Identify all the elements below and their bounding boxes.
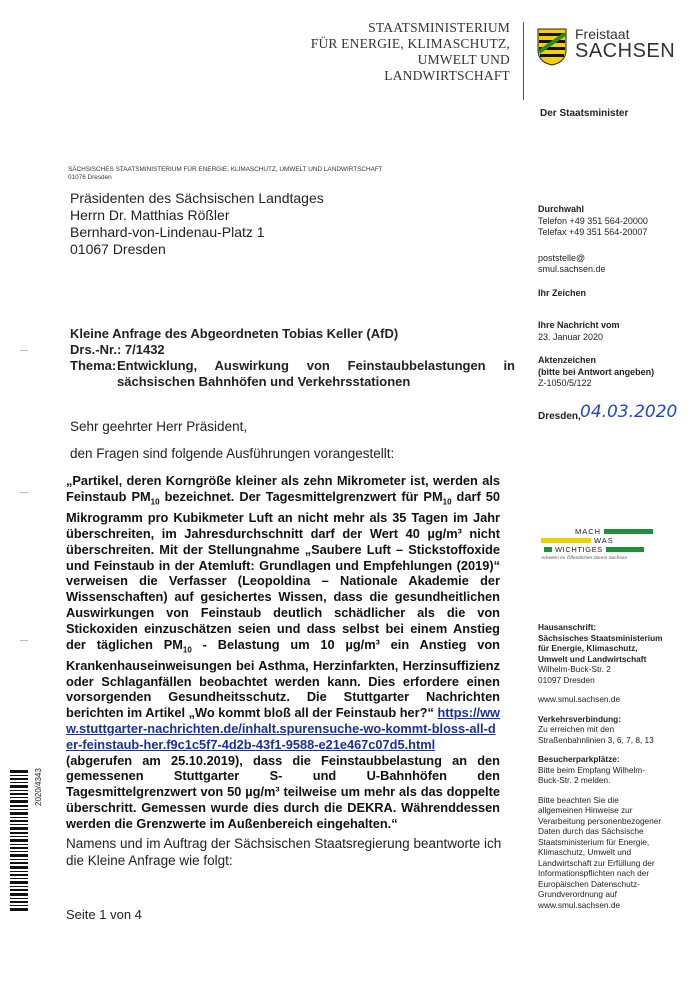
drs-number: Drs.-Nr.: 7/1432 xyxy=(70,342,165,357)
barcode-number: 2020/4343 xyxy=(34,768,43,806)
recipient-line: Präsidenten des Sächsischen Landtages xyxy=(70,190,324,206)
quote-text: - Belastung um 10 µg/m³ ein Anstieg von Krankenhauseinweisungen bei Asthma, Herzinfarkten, Herzinsuffizienz oder Schlaganfällen beobachtet werden kann. Dies erfordere einen vorsorgenden Gesundheitsschutz. Die Stuttgarter Nachrichten berichten im Artikel „Wo kommt bloß all der Feinstaub her?“ xyxy=(66,636,500,721)
mach-small-bar xyxy=(544,547,552,552)
intro-text: den Fragen sind folgende Ausführungen vorangestellt: xyxy=(70,446,395,461)
sachsen-label: SACHSEN xyxy=(575,40,676,62)
contact-block xyxy=(538,204,648,276)
quote-text: darf 50 Mikrogramm pro Kubikmeter Luft an nicht mehr als 35 Tagen im Jahr überschreiten, im Jahresdurchschnitt darf der Wert 40 µg/m³ nicht überschreiten. Mit der Stellungnahme „Saubere Luft – Stickstoffoxide und Feinstaub in der Atemluft: Grundlagen und Empfehlungen (2019)“ verweisen die Verfasser (Leopoldina – Nationale Akademie der Wissenschaften) auf gesichertes Wissen, dass die gesundheitlichen Auswirkungen von Feinstaub deutlich schädlicher als die von Stickoxiden einzuschätzen seien und dass selbst bei einem Anstieg der täglichen PM xyxy=(66,488,501,652)
article-link[interactable]: https://www.stuttgarter-nachrichten.de/inhalt.spurensuche-wo-kommt-bloss-all-der-feinstaub-her.f9c1c5f7-4d2b-43f1-9588-e21e467c07d5.html xyxy=(66,705,500,752)
coat-of-arms-icon xyxy=(537,28,567,66)
ihre-nachricht-value: 23. Januar 2020 xyxy=(538,331,604,342)
subscript: 10 xyxy=(182,645,192,655)
quote-text: (abgerufen am 25.10.2019), dass die Feinstaubbelastung an den gemessenen Stuttgarter S- und U-Bahnhöfen den Tagesmittelgrenzwert von 50 µg/m³ teilweise um mehr als das doppelte überschritt. Gemessen wurde dies durch die DEKRA. Währenddessen werden die Grenzwerte im Außenbereich eingehalten.“ xyxy=(66,752,500,831)
closing-text: Namens und im Auftrag der Sächsischen Staatsregierung beantworte ich die Kleine Anfrage wie folgt: xyxy=(66,836,502,868)
quote-text: bezeichnet. Der Tagesmittelgrenzwert für PM xyxy=(159,488,443,504)
verkehr-label: Verkehrsverbindung: xyxy=(538,713,621,724)
mach-word: MACH xyxy=(575,527,602,536)
privacy-line: Informationspflichten nach der xyxy=(538,868,650,878)
privacy-line: Klimaschutz, Umwelt und xyxy=(538,847,632,857)
mach-yellow-bar xyxy=(541,538,591,543)
verkehr-line: Straßenbahnlinien 3, 6, 7, 8, 13 xyxy=(538,734,654,745)
privacy-line: Europäischen Datenschutz- xyxy=(538,878,640,889)
verkehr-line: Zu erreichen mit den xyxy=(538,724,615,734)
hausanschrift-block xyxy=(538,622,663,910)
telefax: Telefax +49 351 564-20007 xyxy=(538,227,648,237)
address-line: Umwelt und Landwirtschaft xyxy=(538,653,647,664)
fold-mark xyxy=(20,350,28,351)
page-number: Seite 1 von 4 xyxy=(66,907,142,922)
header-divider xyxy=(523,22,524,100)
parking-label: Besucherparkplätze: xyxy=(538,754,620,764)
durchwahl-label: Durchwahl xyxy=(538,204,585,214)
privacy-line: www.smul.sachsen.de xyxy=(538,899,621,910)
minister-title: Der Staatsminister xyxy=(540,108,629,119)
barcode xyxy=(10,770,28,912)
ministry-line: STAATSMINISTERIUM xyxy=(368,20,510,35)
sender-name: SÄCHSISCHES STAATSMINISTERIUM FÜR ENERGIE, KLIMASCHUTZ, UMWELT UND LANDWIRTSCHAFT xyxy=(68,166,383,173)
privacy-line: Staatsministerium für Energie, xyxy=(538,836,650,847)
mach-green-bar xyxy=(606,547,644,552)
aktenzeichen-label: (bitte bei Antwort angeben) xyxy=(538,366,655,377)
subscript: 10 xyxy=(442,497,452,507)
website-link[interactable]: www.smul.sachsen.de xyxy=(538,694,621,704)
thema-label: Thema: xyxy=(70,358,117,373)
mach-was-wichtiges-logo xyxy=(541,527,653,561)
aktenzeichen xyxy=(538,355,654,390)
fold-mark xyxy=(20,640,28,641)
parking-line: Buck-Str. 2 melden. xyxy=(538,775,611,785)
recipient-line: Bernhard-von-Lindenau-Platz 1 xyxy=(70,224,265,240)
subscript: 10 xyxy=(150,497,160,507)
aktenzeichen-value: Z-1050/5/122 xyxy=(538,378,592,388)
dresden-label: Dresden, xyxy=(538,411,581,422)
privacy-line: Bitte beachten Sie die xyxy=(538,794,619,805)
fold-mark xyxy=(20,492,28,493)
privacy-line: Grundverordnung auf xyxy=(538,889,617,899)
recipient-address xyxy=(70,190,324,258)
sender-line xyxy=(68,166,383,182)
ministry-line: UMWELT UND LANDWIRTSCHAFT xyxy=(384,52,510,83)
telefon: Telefon +49 351 564-20000 xyxy=(538,215,648,226)
quoted-question xyxy=(66,473,500,832)
privacy-line: allgemeinen Hinweise zur xyxy=(538,805,633,815)
subject-block xyxy=(70,326,515,390)
ministry-name xyxy=(300,20,510,84)
subject-line: Kleine Anfrage des Abgeordneten Tobias Keller (AfD) xyxy=(70,326,399,341)
parking-line: Bitte beim Empfang Wilhelm- xyxy=(538,764,645,775)
recipient-line: 01067 Dresden xyxy=(70,241,166,257)
sender-city: 01076 Dresden xyxy=(68,174,112,181)
recipient-line: Herrn Dr. Matthias Rößler xyxy=(70,207,230,223)
freistaat-label: Freistaat xyxy=(575,26,630,42)
ministry-line: FÜR ENERGIE, KLIMASCHUTZ, xyxy=(310,36,510,51)
salutation: Sehr geehrter Herr Präsident, xyxy=(70,419,248,434)
privacy-line: Daten durch das Sächsische xyxy=(538,826,644,836)
mach-tagline: Arbeiten im Öffentlichen Dienst Sachsen xyxy=(541,556,628,561)
quote-text: „Partikel, deren Korngröße kleiner als zehn Mikrometer ist, werden als Feinstaub PM xyxy=(66,473,500,504)
was-word: WAS xyxy=(594,536,614,545)
address-line: Sächsisches Staatsministerium xyxy=(538,632,663,643)
address-line: für Energie, Klimaschutz, xyxy=(538,643,638,653)
address-street: Wilhelm-Buck-Str. 2 xyxy=(538,664,611,674)
address-city: 01097 Dresden xyxy=(538,674,595,685)
hausanschrift-label: Hausanschrift: xyxy=(538,622,597,632)
thema-text: Entwicklung, Auswirkung von Feinstaubbelastungen in sächsischen Bahnhöfen und Verkehrsstationen xyxy=(117,358,515,389)
privacy-line: Verarbeitung personenbezogener xyxy=(538,815,662,826)
wichtiges-word: WICHTIGES xyxy=(555,545,603,554)
thema xyxy=(70,358,515,390)
email-part: poststelle@ xyxy=(538,252,586,263)
aktenzeichen-label: Aktenzeichen xyxy=(538,355,597,365)
ihr-zeichen-label: Ihr Zeichen xyxy=(538,288,587,298)
mach-green-bar xyxy=(604,529,653,534)
email-part: smul.sachsen.de xyxy=(538,264,606,274)
ihre-nachricht-label: Ihre Nachricht vom xyxy=(538,320,620,330)
ihre-nachricht xyxy=(538,320,620,343)
privacy-line: Landwirtschaft zur Erfüllung der xyxy=(538,857,655,868)
handwritten-date: 04.03.2020 xyxy=(580,402,678,422)
